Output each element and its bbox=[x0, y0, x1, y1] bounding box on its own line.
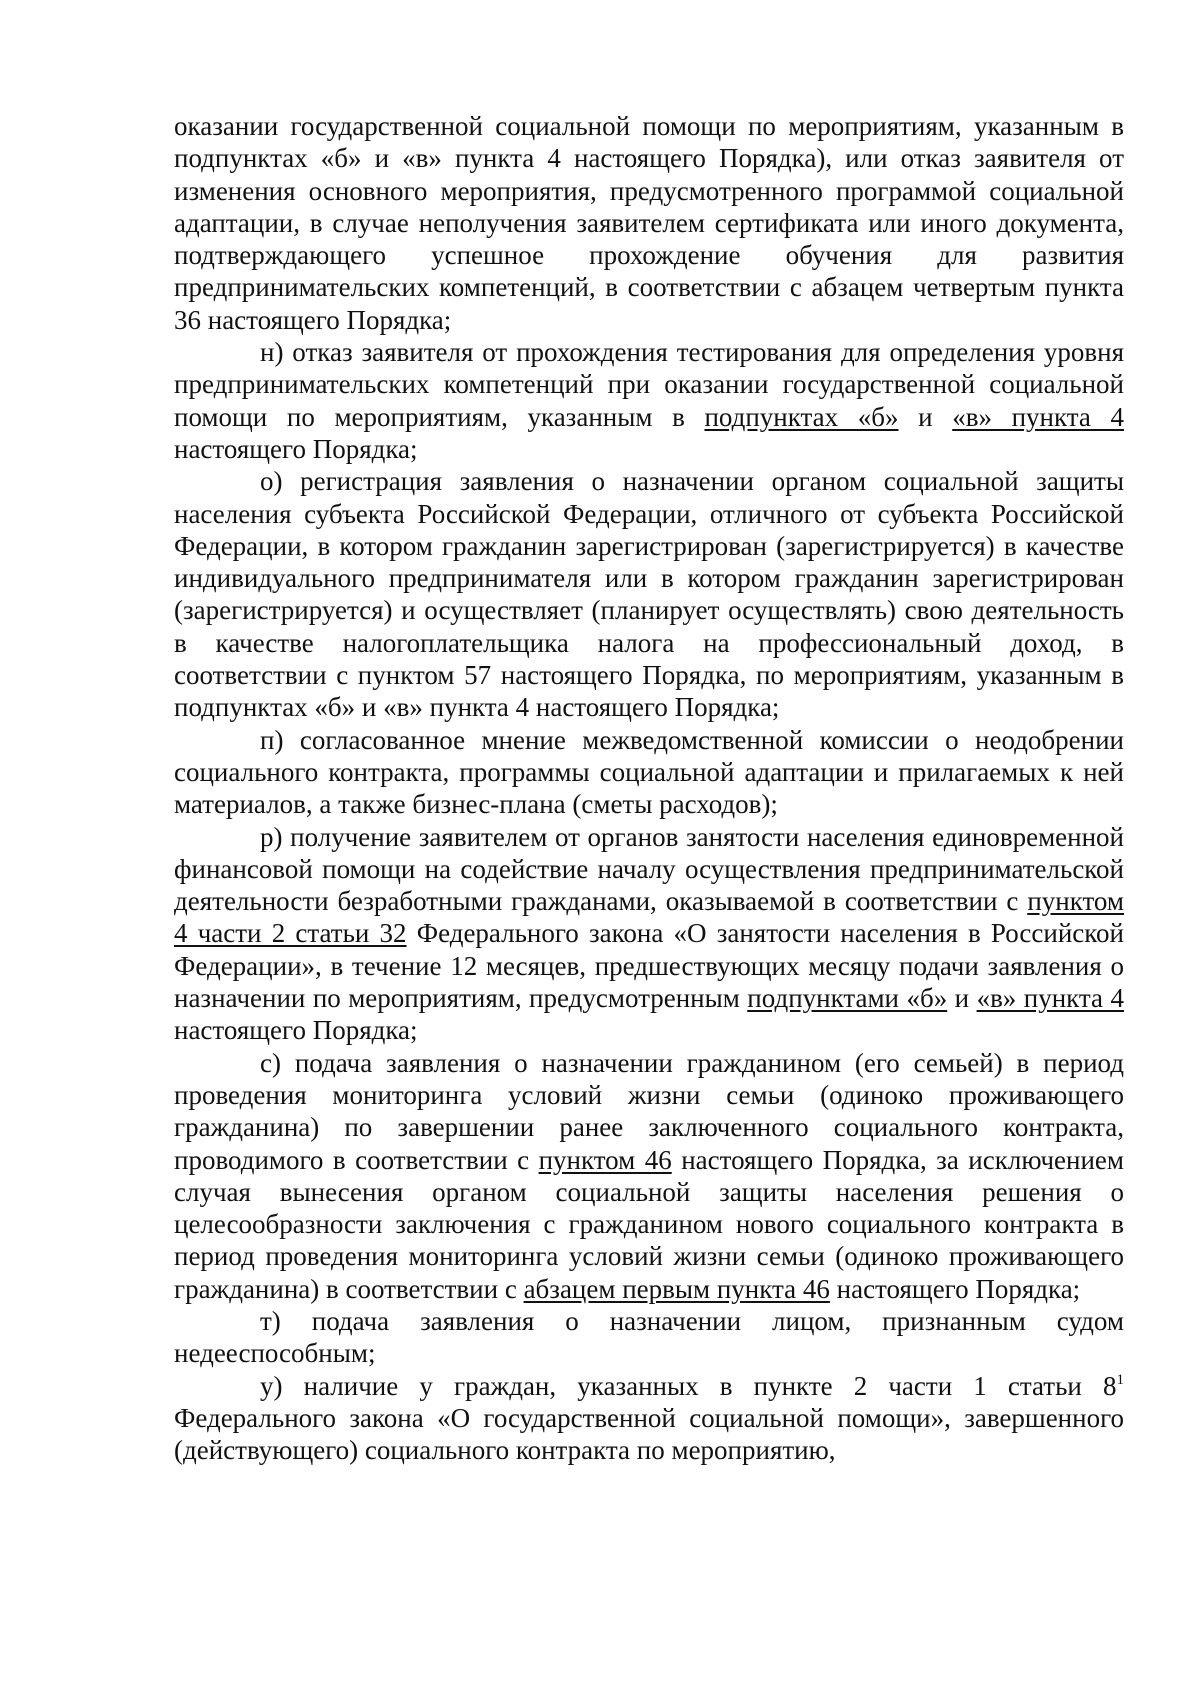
text: о) регистрация заявления о назначении органом социальной защиты населения субъекта Российской Федерации, отличного от субъекта Российской Федерации, в котором гражданин зарегистрирован (зарегистрируется) в качестве индивидуального предпринимателя или в котором гражданин зарегистрирован (зарегистрируется) и осуществляет (планирует осуществлять) свою деятельность в качестве налогоплательщика налога на профессиональный доход, в соответствии с пунктом 57 настоящего Порядка, по мероприятиям, указанным в подпунктах «б» и «в» пункта 4 настоящего Порядка; bbox=[174, 466, 1124, 723]
paragraph-u bbox=[174, 1370, 1124, 1467]
text: оказании государственной социальной помощи по мероприятиям, указанным в подпунктах «б» и «в» пункта 4 настоящего Порядка), или отказ заявителя от изменения основного мероприятия, предусмотренного программой социальной адаптации, в случае неполучения заявителем сертификата или иного документа, подтверждающего успешное прохождение обучения для развития предпринимательских компетенций, в соответствии с абзацем четвертым пункта 36 настоящего Порядка; bbox=[174, 111, 1124, 335]
paragraph-n bbox=[174, 336, 1124, 465]
text: с) подача заявления о назначении гражданином (его семьей) в период проведения мониторинга условий жизни семьи (одиноко проживающего гражданина) по завершении ранее заключенного социального контракта, проводимого в соответствии с bbox=[174, 1047, 1124, 1175]
link-subpoint-b[interactable]: подпунктах «б» bbox=[704, 401, 899, 432]
link-subpoint-v-point-4[interactable]: «в» пункта 4 bbox=[952, 401, 1124, 432]
text: т) подача заявления о назначении лицом, признанным судом недееспособным; bbox=[174, 1305, 1124, 1369]
text: настоящего Порядка; bbox=[829, 1273, 1081, 1304]
text: Федерального закона «О государственной социальной помощи», завершенного (действующего) социального контракта по мероприятию, bbox=[174, 1402, 1124, 1466]
text: н) отказ заявителя от прохождения тестирования для определения уровня предпринимательских компетенций при оказании государственной социальной помощи по мероприятиям, указанным в bbox=[174, 337, 1124, 432]
text: р) получение заявителем от органов занятости населения единовременной финансовой помощи на содействие началу осуществления предпринимательской деятельности безработными гражданами, оказываемой в соответствии с bbox=[174, 821, 1124, 917]
superscript: 1 bbox=[1116, 1371, 1124, 1388]
text: настоящего Порядка, за исключением случая вынесения органом социальной защиты населения решения о целесообразности заключения с гражданином нового социального контракта в период проведения мониторинга условий жизни семьи (одиноко проживающего гражданина) в соответствии с bbox=[174, 1144, 1124, 1304]
link-subpoint-v-point-4[interactable]: «в» пункта 4 bbox=[976, 983, 1124, 1014]
paragraph-continuation bbox=[174, 110, 1124, 336]
text: и bbox=[898, 401, 953, 432]
link-paragraph-1-point-46[interactable]: абзацем первым пункта 46 bbox=[523, 1273, 830, 1304]
text: настоящего Порядка; bbox=[174, 1015, 418, 1046]
text: у) наличие у граждан, указанных в пункте 2 части 1 статьи 8 bbox=[260, 1370, 1117, 1401]
paragraph-r bbox=[174, 821, 1124, 1047]
link-subpoints-b[interactable]: подпунктами «б» bbox=[747, 983, 948, 1014]
paragraph-o bbox=[174, 465, 1124, 723]
document-page bbox=[174, 110, 1124, 1466]
link-point-4-part-2-article-32[interactable]: пунктом 4 части 2 статьи 32 bbox=[174, 886, 1124, 949]
text: настоящего Порядка; bbox=[174, 433, 418, 464]
paragraph-p bbox=[174, 724, 1124, 821]
paragraph-s bbox=[174, 1047, 1124, 1305]
paragraph-t bbox=[174, 1305, 1124, 1370]
text: и bbox=[947, 983, 977, 1014]
link-point-46[interactable]: пунктом 46 bbox=[538, 1144, 672, 1175]
text: п) согласованное мнение межведомственной комиссии о неодобрении социального контракта, программы социальной адаптации и прилагаемых к ней материалов, а также бизнес-плана (сметы расходов); bbox=[174, 724, 1124, 820]
text: Федерального закона «О занятости населения в Российской Федерации», в течение 12 месяцев, предшествующих месяцу подачи заявления о назначении по мероприятиям, предусмотренным bbox=[174, 918, 1124, 1014]
